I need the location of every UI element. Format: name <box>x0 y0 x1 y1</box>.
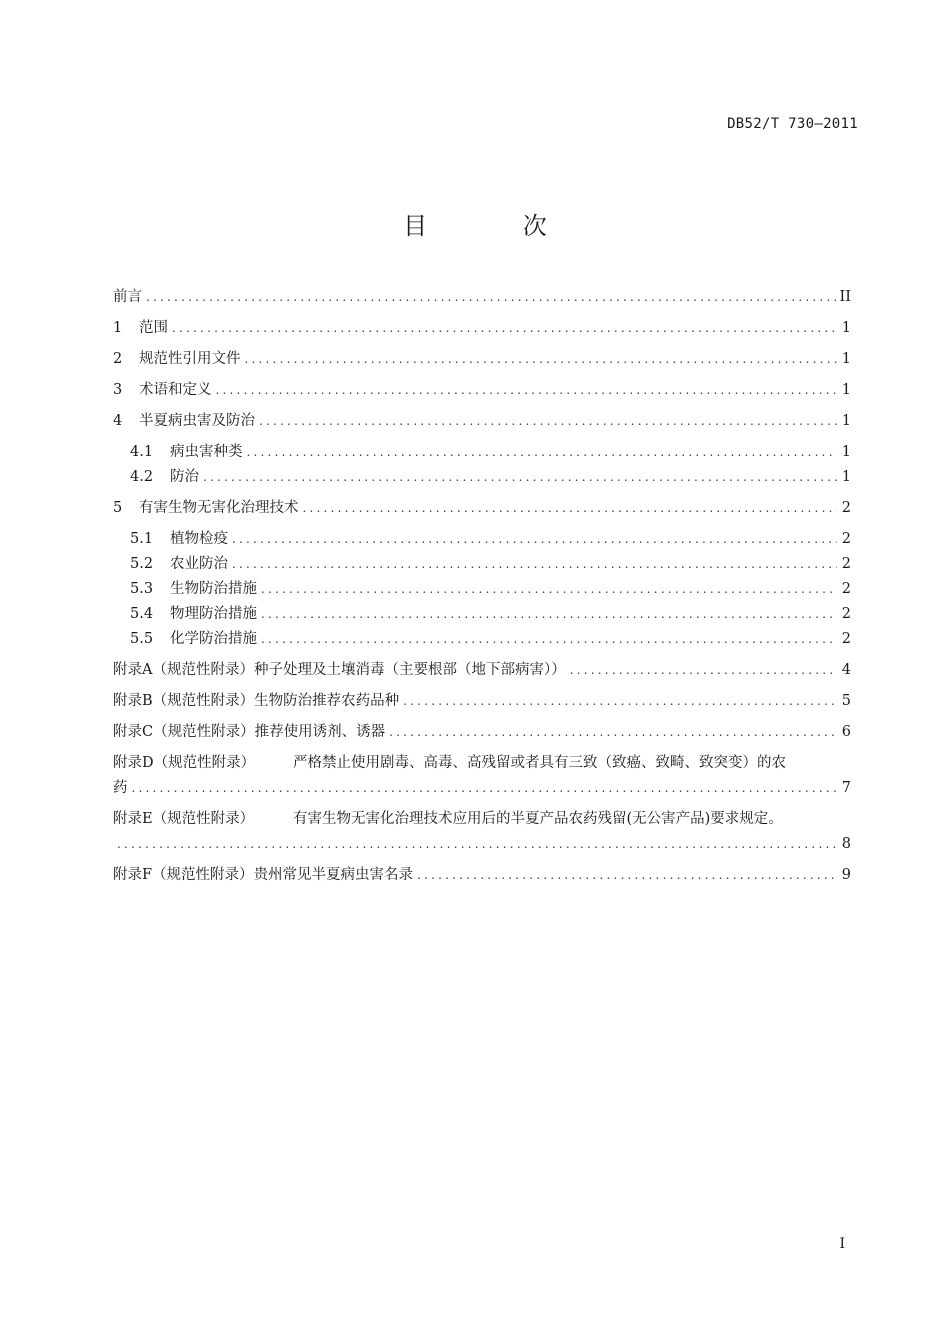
appendix-label: 严格禁止使用剧毒、高毒、高残留或者具有三致（致癌、致畸、致突变）的农 <box>293 755 786 771</box>
appendix-page: 5 <box>841 693 851 709</box>
page-number: I <box>839 1236 845 1252</box>
dot-leader <box>403 690 837 712</box>
appendix-page: 6 <box>841 724 851 740</box>
dot-leader <box>417 864 837 886</box>
toc-appendix-c[interactable] <box>113 721 851 743</box>
appendix-label: 贵州常见半夏病虫害名录 <box>253 867 414 883</box>
appendix-page: 8 <box>841 836 851 852</box>
dot-leader <box>261 603 837 625</box>
toc-entry-page: 1 <box>841 320 851 336</box>
toc-entry-4[interactable] <box>113 410 851 432</box>
toc-entry-page: 1 <box>841 351 851 367</box>
toc-entry-label: 规范性引用文件 <box>139 351 241 367</box>
dot-leader <box>203 466 837 488</box>
toc-entry-page: 1 <box>841 413 851 429</box>
toc-entry-number: 4.1 <box>130 444 154 460</box>
appendix-label: 推荐使用诱剂、诱器 <box>254 724 386 740</box>
toc-appendix-e-continuation[interactable] <box>113 833 851 855</box>
toc-entry-number: 5.5 <box>130 631 154 647</box>
toc-entry-5-4[interactable] <box>130 603 851 625</box>
toc-entry-label: 农业防治 <box>170 556 228 572</box>
toc-entry-2[interactable] <box>113 348 851 370</box>
appendix-id: 附录C（规范性附录） <box>113 724 255 740</box>
toc-entry-number: 5.2 <box>130 556 154 572</box>
toc-appendix-e[interactable] <box>113 808 851 830</box>
dot-leader <box>216 379 838 401</box>
toc-entry-number: 5 <box>113 500 123 516</box>
toc-entry-number: 2 <box>113 351 123 367</box>
appendix-label-continuation: 药 <box>113 780 128 796</box>
toc-entry-label: 防治 <box>170 469 199 485</box>
toc-entry-label: 病虫害种类 <box>170 444 243 460</box>
dot-leader <box>261 578 837 600</box>
toc-appendix-f[interactable] <box>113 864 851 886</box>
toc-entry-page: 1 <box>841 444 851 460</box>
document-number: DB52/T 730—2011 <box>727 116 858 132</box>
appendix-label: 种子处理及土壤消毒（主要根部（地下部病害）） <box>253 662 566 678</box>
dot-leader <box>117 833 837 855</box>
dot-leader <box>261 628 837 650</box>
toc-entry-label: 半夏病虫害及防治 <box>139 413 255 429</box>
toc-entry-label: 有害生物无害化治理技术 <box>139 500 299 516</box>
toc-entry-number: 3 <box>113 382 123 398</box>
toc-appendix-a[interactable] <box>113 659 851 681</box>
dot-leader <box>303 497 838 519</box>
toc-entry-4-1[interactable] <box>130 441 851 463</box>
appendix-page: 7 <box>841 780 851 796</box>
toc-entry-label: 生物防治措施 <box>170 581 257 597</box>
toc-entry-page: 2 <box>841 581 851 597</box>
toc-entry-4-2[interactable] <box>130 466 851 488</box>
toc-entry-number: 4 <box>113 413 123 429</box>
toc-appendix-b[interactable] <box>113 690 851 712</box>
toc-entry-1[interactable] <box>113 317 851 339</box>
appendix-page: 9 <box>841 867 851 883</box>
appendix-label: 有害生物无害化治理技术应用后的半夏产品农药残留(无公害产品)要求规定。 <box>293 811 783 827</box>
toc-appendix-d[interactable] <box>113 752 851 774</box>
appendix-page: 4 <box>841 662 851 678</box>
dot-leader <box>259 410 837 432</box>
toc-entry-3[interactable] <box>113 379 851 401</box>
dot-leader <box>245 348 838 370</box>
appendix-id: 附录A（规范性附录） <box>113 662 254 678</box>
appendix-id: 附录D（规范性附录） <box>113 755 256 771</box>
toc-entry-label: 植物检疫 <box>170 531 228 547</box>
toc-entry-label: 范围 <box>139 320 168 336</box>
appendix-id: 附录F（规范性附录） <box>113 867 254 883</box>
toc-entry-page: 2 <box>841 606 851 622</box>
toc-entry-5-5[interactable] <box>130 628 851 650</box>
toc-entry-page: II <box>839 289 851 305</box>
dot-leader <box>232 528 837 550</box>
dot-leader <box>232 553 837 575</box>
dot-leader <box>172 317 837 339</box>
toc-entry-page: 2 <box>841 531 851 547</box>
dot-leader <box>146 286 836 308</box>
toc-entry-label: 物理防治措施 <box>170 606 257 622</box>
toc-entry-page: 1 <box>841 382 851 398</box>
page-title: 目 次 <box>403 212 591 240</box>
dot-leader <box>389 721 837 743</box>
dot-leader <box>570 659 837 681</box>
dot-leader <box>247 441 838 463</box>
toc-entry-page: 1 <box>841 469 851 485</box>
toc-entry-label: 术语和定义 <box>139 382 212 398</box>
toc-entry-label: 化学防治措施 <box>170 631 257 647</box>
toc-entry-foreword[interactable] <box>113 286 851 308</box>
toc-entry-number: 5.4 <box>130 606 154 622</box>
toc-entry-number: 1 <box>113 320 123 336</box>
appendix-id: 附录B（规范性附录） <box>113 693 255 709</box>
toc-entry-label: 前言 <box>113 289 142 305</box>
toc-entry-page: 2 <box>841 500 851 516</box>
toc-entry-5[interactable] <box>113 497 851 519</box>
toc-entry-page: 2 <box>841 631 851 647</box>
appendix-id: 附录E（规范性附录） <box>113 811 255 827</box>
toc-entry-5-1[interactable] <box>130 528 851 550</box>
toc-entry-page: 2 <box>841 556 851 572</box>
appendix-label: 生物防治推荐农药品种 <box>254 693 400 709</box>
toc-entry-number: 5.1 <box>130 531 154 547</box>
toc-entry-5-2[interactable] <box>130 553 851 575</box>
toc-entry-number: 4.2 <box>130 469 154 485</box>
dot-leader <box>132 777 838 799</box>
toc-entry-5-3[interactable] <box>130 578 851 600</box>
toc-entry-number: 5.3 <box>130 581 154 597</box>
toc-appendix-d-continuation[interactable] <box>113 777 851 799</box>
